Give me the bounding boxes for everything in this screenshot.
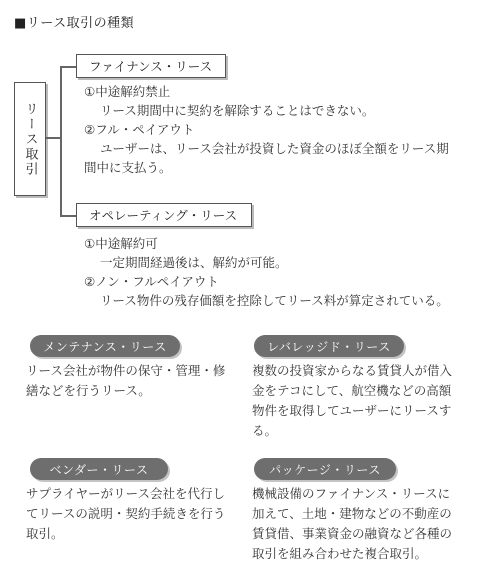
page-title: ■リース取引の種類 — [14, 16, 135, 31]
operating-item-2-heading: ②ノン・フルペイアウト — [84, 274, 219, 289]
maintenance-lease-pill: メンテナンス・リース — [30, 335, 180, 357]
connector-finance — [60, 66, 76, 68]
operating-item-1-line-1: 一定期間経過後は、解約が可能。 — [100, 255, 288, 270]
finance-item-1-heading: ①中途解約禁止 — [84, 84, 171, 99]
finance-item-2-line-2: 間中に支払う。 — [84, 160, 172, 175]
vendor-lease-line-1: サプライヤーがリース会社を代行し — [26, 486, 226, 501]
vendor-lease-line-3: 取引。 — [26, 526, 64, 541]
vendor-lease-description — [26, 484, 225, 544]
lease-transaction-label: リース取引 — [22, 101, 38, 177]
finance-item-2-heading: ②フル・ペイアウト — [84, 122, 195, 137]
vendor-lease-pill: ベンダー・リース — [30, 458, 168, 480]
finance-item-1-line-1: リース期間中に契約を解除することはできない。 — [100, 103, 375, 118]
package-lease-line-3: 賃貸借、事業資金の融資など各種の — [252, 526, 453, 541]
package-lease-line-2: 加えて、土地・建物などの不動産の — [252, 506, 452, 521]
leveraged-lease-description — [252, 361, 452, 441]
package-lease-line-1: 機械設備のファイナンス・リースに — [252, 486, 451, 501]
package-lease-description — [252, 484, 452, 564]
operating-lease-label: オペレーティング・リース — [89, 208, 238, 223]
connector-root — [46, 137, 60, 139]
operating-item-1-heading: ①中途解約可 — [84, 236, 158, 251]
connector-trunk — [60, 66, 62, 216]
maintenance-lease-description — [26, 361, 225, 401]
leveraged-lease-line-4: る。 — [252, 423, 278, 438]
vendor-lease-line-2: てリースの説明・契約手続きを行う — [26, 506, 226, 521]
finance-item-2-line-1: ユーザーは、リース会社が投資した資金のほぼ全額をリース期 — [100, 141, 449, 156]
leveraged-lease-pill: レバレッジド・リース — [254, 335, 404, 357]
finance-lease-label: ファイナンス・リース — [89, 59, 213, 74]
maintenance-lease-line-1: リース会社が物件の保守・管理・修 — [26, 363, 226, 378]
finance-lease-box — [76, 54, 226, 78]
lease-transaction-box — [14, 82, 46, 196]
leveraged-lease-line-3: 物件を取得してユーザーにリースす — [252, 403, 452, 418]
leveraged-lease-line-1: 複数の投資家からなる賃貸人が借入 — [252, 363, 453, 378]
operating-lease-box — [76, 203, 252, 227]
leveraged-lease-line-2: 金をテコにして、航空機などの高額 — [252, 383, 452, 398]
maintenance-lease-line-2: 繕などを行うリース。 — [26, 383, 151, 398]
package-lease-pill: パッケージ・リース — [254, 458, 396, 480]
connector-operating — [60, 215, 76, 217]
package-lease-line-4: 取引を組み合わせた複合取引。 — [252, 546, 428, 561]
operating-item-2-line-1: リース物件の残存価額を控除してリース料が算定されている。 — [100, 293, 449, 308]
